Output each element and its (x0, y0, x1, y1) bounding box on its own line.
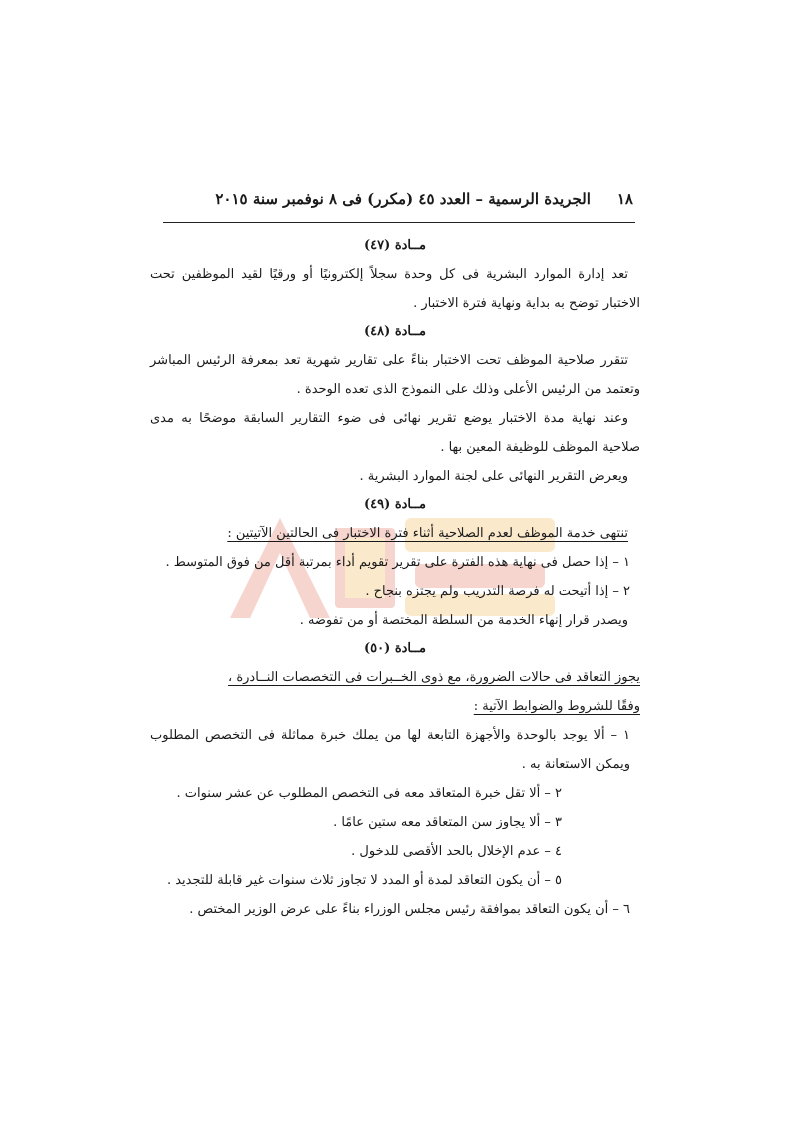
article-intro-line: يجوز التعاقد فى حالات الضرورة، مع ذوى الخــبرات فى التخصصات النــادرة ، (228, 670, 640, 685)
article-heading: مــادة (٤٩) (364, 497, 426, 512)
page-header (170, 186, 633, 212)
list-item: ١ – إذا حصل فى نهاية هذه الفترة على تقرير تقويم أداء بمرتبة أقل من فوق المتوسط . (165, 555, 630, 570)
page-number: ١٨ (616, 190, 633, 208)
list-item: ٦ – أن يكون التعاقد بموافقة رئيس مجلس الوزراء بناءً على عرض الوزير المختص . (189, 902, 630, 917)
list-item: ٤ – عدم الإخلال بالحد الأقصى للدخول . (351, 844, 562, 859)
article-paragraph: تعد إدارة الموارد البشرية فى كل وحدة سجلاً إلكترونيًا أو ورقيًا لقيد الموظفين تحت الاختبار توضح به بداية ونهاية فترة الاختبار . (150, 267, 640, 311)
list-item: ١ – ألا يوجد بالوحدة والأجهزة التابعة لها من يملك خبرة مماثلة فى التخصص المطلوب ويمكن الاستعانة به . (150, 728, 630, 772)
article-intro (150, 692, 640, 721)
article-intro-line: وفقًا للشروط والضوابط الآتية : (473, 699, 640, 714)
article-heading: مــادة (٥٠) (364, 641, 426, 656)
article-paragraph: تتقرر صلاحية الموظف تحت الاختبار بناءً على تقارير شهرية تعد بمعرفة الرئيس المباشر وتعتمد من الرئيس الأعلى وذلك على النموذج الذى تعده الوحدة . (150, 353, 640, 397)
article-paragraph: وعند نهاية مدة الاختبار يوضع تقرير نهائى فى ضوء التقارير السابقة موضحًا به مدى صلاحية الموظف للوظيفة المعين بها . (150, 411, 640, 455)
article-heading: مــادة (٤٨) (364, 324, 426, 339)
article-intro (150, 519, 640, 548)
document-body (150, 232, 640, 924)
list-item: ٢ – ألا تقل خبرة المتعاقد معه فى التخصص المطلوب عن عشر سنوات . (176, 786, 562, 801)
list-item: ٥ – أن يكون التعاقد لمدة أو المدد لا تجاوز ثلاث سنوات غير قابلة للتجديد . (166, 873, 562, 888)
article-heading: مــادة (٤٧) (364, 238, 426, 253)
article-intro (150, 663, 640, 692)
article-intro-text: تنتهى خدمة الموظف لعدم الصلاحية أثناء فترة الاختبار فى الحالتين الآتيتين : (227, 526, 628, 541)
header-divider (163, 222, 635, 223)
article-paragraph: ويصدر قرار إنهاء الخدمة من السلطة المختصة أو من تفوضه . (299, 613, 628, 628)
header-title: الجريدة الرسمية – العدد ٤٥ (مكرر) فى ٨ نوفمبر سنة ٢٠١٥ (215, 190, 591, 208)
list-item: ٢ – إذا أتيحت له فرصة التدريب ولم يجتزه بنجاح . (365, 584, 630, 599)
article-paragraph: ويعرض التقرير النهائى على لجنة الموارد البشرية . (359, 469, 628, 484)
list-item: ٣ – ألا يجاوز سن المتعاقد معه ستين عامًا . (333, 815, 562, 830)
